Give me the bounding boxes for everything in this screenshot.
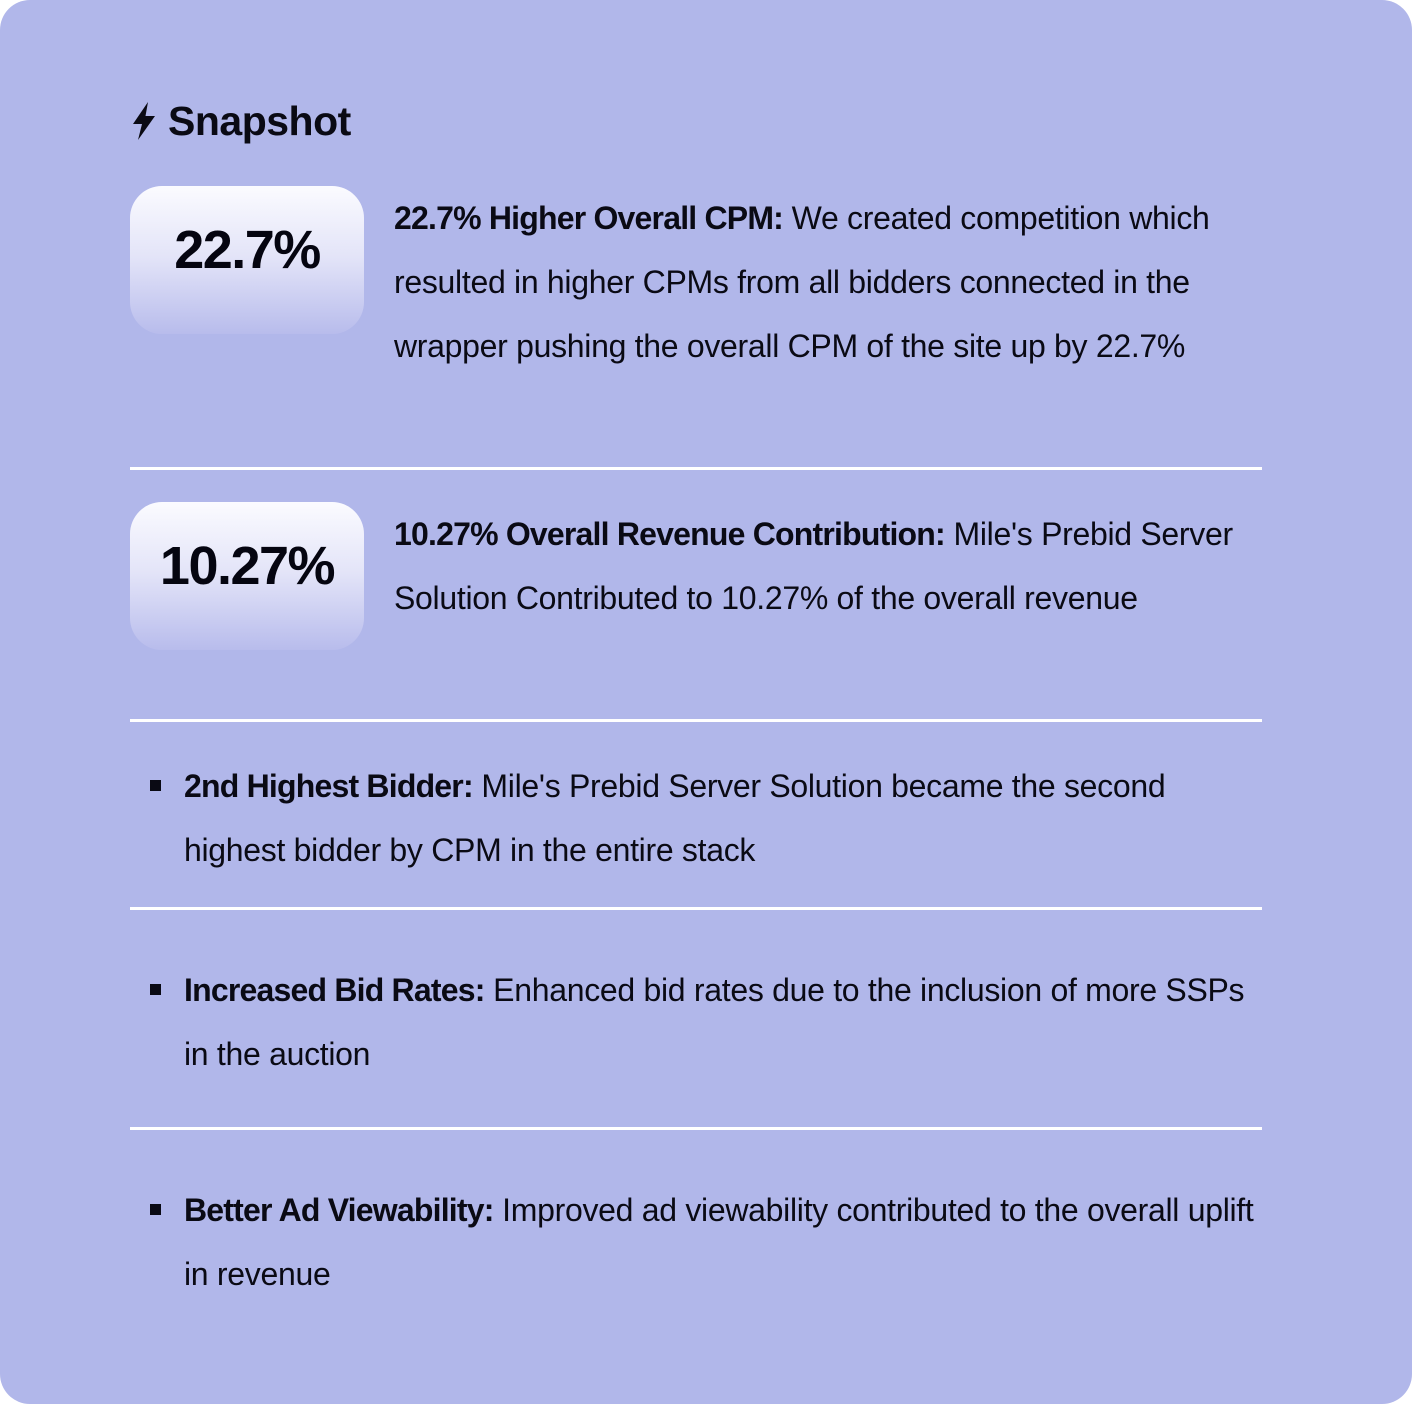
bullet-square-icon [150, 780, 161, 791]
stat-description [394, 186, 1274, 378]
stat-badge [130, 502, 364, 650]
bullet-item [150, 754, 1260, 882]
lightning-bolt-icon [130, 101, 158, 141]
stat-title: 10.27% Overall Revenue Contribution: [394, 516, 945, 552]
heading-title: Snapshot [168, 97, 351, 144]
bullet-body: Improved ad viewability contributed to the overall uplift in revenue [184, 1192, 1254, 1292]
snapshot-heading [130, 96, 351, 146]
bullet-item [150, 1178, 1260, 1306]
bullet-title: Increased Bid Rates: [184, 972, 485, 1008]
stat-badge-value: 22.7% [174, 220, 320, 280]
divider [130, 719, 1262, 722]
stat-body: We created competition which resulted in higher CPMs from all bidders connected in the wrapper pushing the overall CPM of the site up by 22.7% [394, 200, 1210, 364]
bullet-square-icon [150, 984, 161, 995]
bullet-item [150, 958, 1260, 1086]
bullet-square-icon [150, 1204, 161, 1215]
stat-body: Mile's Prebid Server Solution Contributed to 10.27% of the overall revenue [394, 516, 1233, 616]
divider [130, 907, 1262, 910]
stat-description [394, 502, 1274, 630]
bullet-text [184, 958, 1260, 1086]
bullet-body: Mile's Prebid Server Solution became the second highest bidder by CPM in the entire stack [184, 768, 1166, 868]
bullet-body: Enhanced bid rates due to the inclusion of more SSPs in the auction [184, 972, 1245, 1072]
stat-badge [130, 186, 364, 334]
bullet-title: Better Ad Viewability: [184, 1192, 494, 1228]
stat-row [130, 502, 1262, 702]
bullet-text [184, 1178, 1260, 1306]
stat-row [130, 186, 1262, 446]
bullet-text [184, 754, 1260, 882]
bullet-title: 2nd Highest Bidder: [184, 768, 473, 804]
divider [130, 1127, 1262, 1130]
stat-title: 22.7% Higher Overall CPM: [394, 200, 784, 236]
divider [130, 467, 1262, 470]
stat-badge-value: 10.27% [159, 536, 335, 596]
